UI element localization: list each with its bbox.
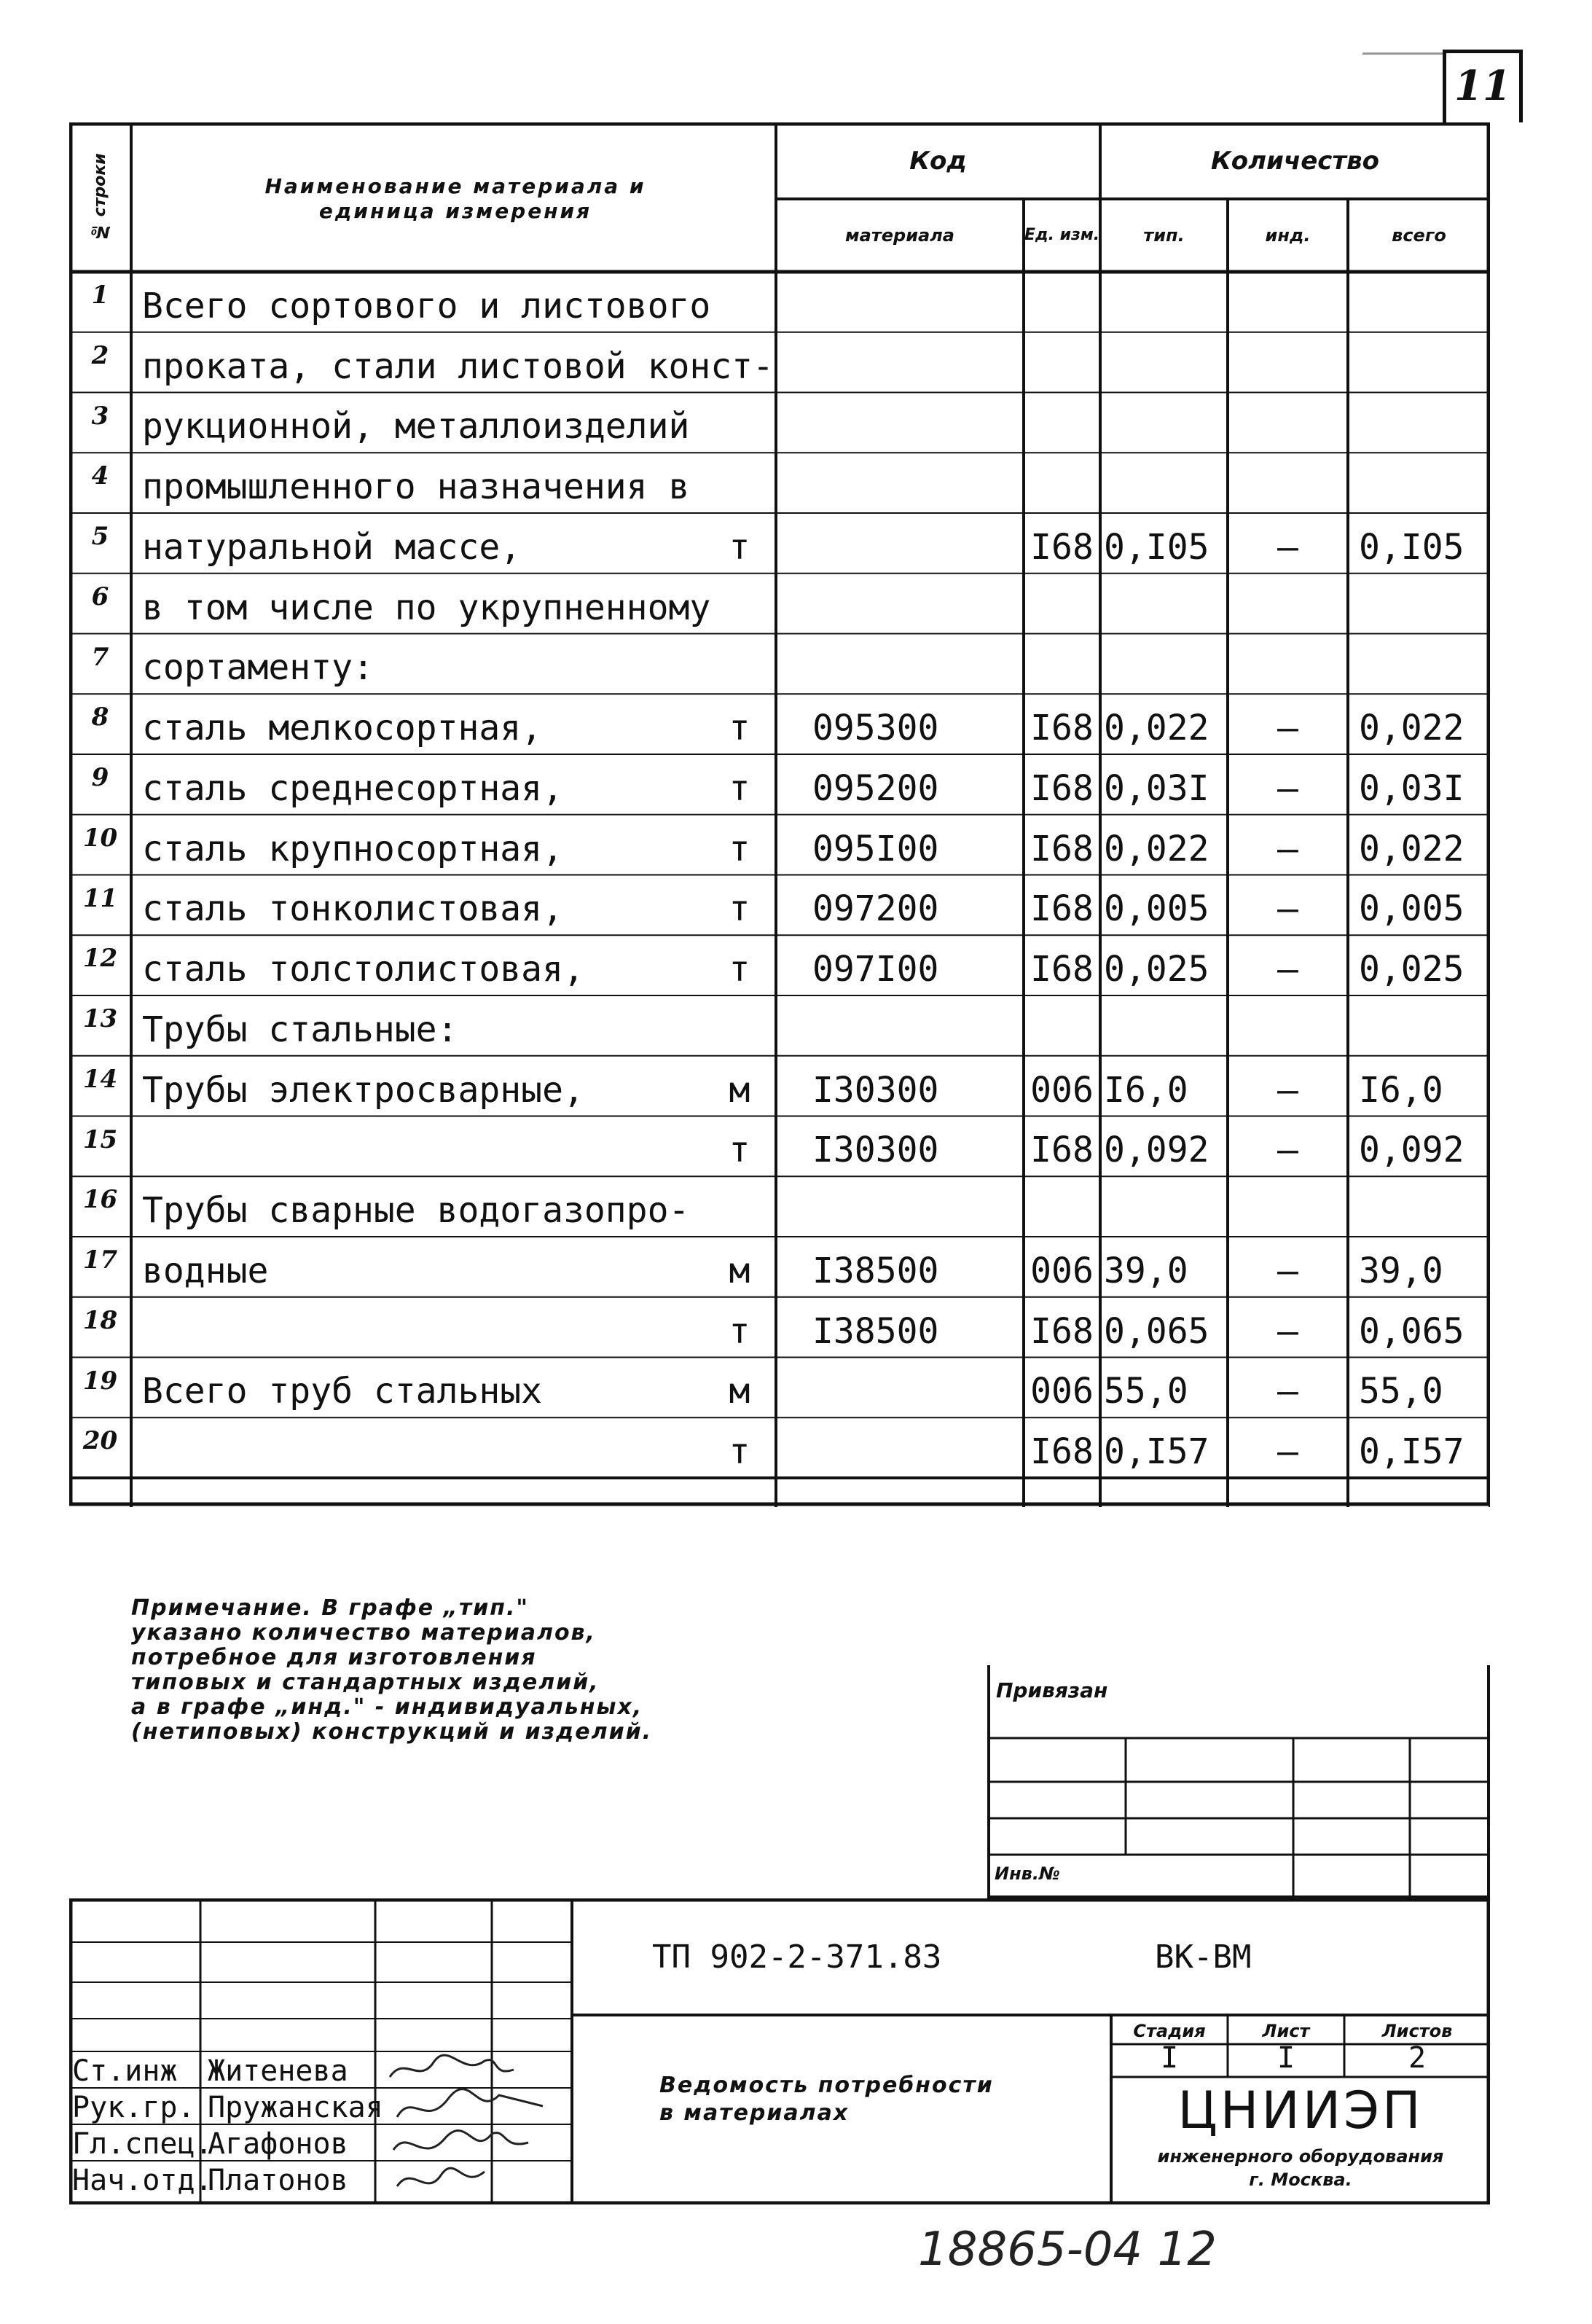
row-number: 17 xyxy=(82,1245,118,1275)
signer-name: Платонов xyxy=(208,2164,348,2197)
table-row xyxy=(69,272,1490,332)
qty-total xyxy=(1359,272,1490,326)
table-row xyxy=(69,1116,1490,1177)
row-number: 7 xyxy=(91,642,109,672)
unit: т xyxy=(729,767,750,809)
qty-total: 55,0 xyxy=(1359,1371,1443,1412)
qty-total: 0,065 xyxy=(1359,1310,1464,1352)
header-name: Наименование материала и единица измерения xyxy=(264,174,646,223)
unit xyxy=(710,272,769,326)
material-name: сталь среднесортная, xyxy=(142,767,563,809)
qty-typical xyxy=(1104,332,1228,387)
material-name: натуральной массе, xyxy=(142,526,522,568)
header-qty-typ: тип. xyxy=(1143,225,1185,246)
document-title-line2: в материалах xyxy=(659,2100,850,2126)
unit-code xyxy=(1024,634,1100,689)
material-code xyxy=(812,1358,1016,1412)
unit: т xyxy=(729,708,750,748)
table-row xyxy=(69,332,1490,393)
qty-individual xyxy=(1228,393,1348,447)
table-row xyxy=(69,574,1490,634)
qty-individual: – xyxy=(1277,828,1298,869)
qty-individual xyxy=(1228,332,1348,387)
note-line: типовых и стандартных изделий, xyxy=(131,1670,600,1695)
sheets-label: Листов xyxy=(1381,2021,1453,2041)
unit: т xyxy=(729,1130,750,1171)
qty-total: 0,005 xyxy=(1359,888,1464,930)
row-number: 3 xyxy=(91,401,109,431)
table-row xyxy=(69,935,1490,995)
unit xyxy=(710,1176,769,1231)
signatures xyxy=(383,2048,616,2201)
material-name: сталь мелкосортная, xyxy=(142,708,543,748)
qty-individual xyxy=(1228,634,1348,689)
qty-total xyxy=(1359,634,1490,689)
header-row-no: № строки xyxy=(91,153,109,241)
header-code: Код xyxy=(909,146,967,176)
material-name xyxy=(142,1116,710,1171)
qty-individual xyxy=(1228,453,1348,507)
materials-table xyxy=(69,122,1490,1507)
sheet-label: Лист xyxy=(1262,2021,1310,2041)
material-code: I30300 xyxy=(812,1130,939,1171)
qty-individual: – xyxy=(1277,1310,1298,1352)
unit-code: I68 xyxy=(1030,708,1094,748)
material-code xyxy=(812,453,1016,507)
signer-role: Ст.инж xyxy=(72,2054,178,2088)
row-number: 11 xyxy=(82,883,118,913)
signer-name: Житенева xyxy=(208,2054,348,2088)
row-number: 16 xyxy=(82,1185,118,1215)
row-number: 10 xyxy=(82,823,118,853)
note-line: а в графе „инд." - индивидуальных, xyxy=(131,1694,643,1720)
unit xyxy=(710,995,769,1050)
qty-individual: – xyxy=(1277,1371,1298,1412)
unit-code xyxy=(1024,1176,1100,1231)
qty-typical: I6,0 xyxy=(1104,1069,1188,1111)
qty-typical xyxy=(1104,393,1228,447)
table-row xyxy=(69,815,1490,875)
table-row xyxy=(69,453,1490,513)
sheet-value: I xyxy=(1277,2041,1295,2075)
signer-role: Рук.гр. xyxy=(72,2091,195,2124)
organization-subtitle: инженерного оборудования xyxy=(1157,2146,1444,2167)
material-name: сталь тонколистовая, xyxy=(142,888,563,930)
qty-total: 0,025 xyxy=(1359,949,1464,990)
row-number: 4 xyxy=(91,461,109,491)
table-row xyxy=(69,1358,1490,1418)
document-code: ТП 902-2-371.83 xyxy=(652,1938,942,1976)
header-qty-total: всего xyxy=(1392,225,1446,246)
row-number: 15 xyxy=(82,1124,118,1154)
material-code: I38500 xyxy=(812,1310,939,1352)
table-row xyxy=(69,634,1490,695)
unit-code xyxy=(1024,453,1100,507)
unit-code: I68 xyxy=(1030,526,1094,568)
unit-code xyxy=(1024,332,1100,387)
unit: т xyxy=(729,1431,750,1472)
header-quantity: Количество xyxy=(1210,146,1379,176)
material-code xyxy=(812,513,1016,568)
unit-code: I68 xyxy=(1030,888,1094,930)
table-row xyxy=(69,694,1490,754)
material-name xyxy=(142,1297,710,1352)
table-row xyxy=(69,754,1490,815)
qty-individual: – xyxy=(1277,526,1298,568)
unit-code: I68 xyxy=(1030,1431,1094,1472)
unit xyxy=(710,574,769,628)
material-code xyxy=(812,393,1016,447)
row-number: 20 xyxy=(82,1426,118,1456)
qty-typical: 0,I05 xyxy=(1104,526,1209,568)
table-row xyxy=(69,1417,1490,1478)
sheet-number: 11 xyxy=(1454,62,1511,110)
material-name: Трубы сварные водогазопро- xyxy=(142,1190,690,1231)
qty-typical: 0,I57 xyxy=(1104,1431,1209,1472)
inventory-number-label: Инв.№ xyxy=(995,1863,1060,1884)
material-name: Всего сортового и листового xyxy=(142,285,711,326)
row-number: 2 xyxy=(91,340,109,370)
unit-code: 006 xyxy=(1030,1250,1094,1291)
note-line: Примечание. В графе „тип." xyxy=(131,1595,529,1621)
qty-typical: 39,0 xyxy=(1104,1250,1188,1291)
archive-number: 18865-04 12 xyxy=(918,2223,1217,2277)
material-name: Трубы стальные: xyxy=(142,1009,458,1050)
signer-role: Нач.отд. xyxy=(72,2164,213,2197)
material-name: сталь толстолистовая, xyxy=(142,949,584,990)
qty-individual: – xyxy=(1277,708,1298,748)
header-code-unit: Ед. изм. xyxy=(1024,226,1100,244)
qty-total xyxy=(1359,574,1490,628)
qty-typical: 0,092 xyxy=(1104,1130,1209,1171)
table-row xyxy=(69,1297,1490,1358)
unit: т xyxy=(729,1310,750,1352)
qty-individual xyxy=(1228,995,1348,1050)
row-number: 8 xyxy=(91,703,109,732)
table-row xyxy=(69,1056,1490,1116)
material-code xyxy=(812,634,1016,689)
row-number: 9 xyxy=(91,763,109,792)
signer-name: Пружанская xyxy=(208,2091,383,2124)
qty-individual xyxy=(1228,1176,1348,1231)
material-code: 095300 xyxy=(812,708,939,748)
table-row xyxy=(69,1237,1490,1297)
qty-total: 0,022 xyxy=(1359,708,1464,748)
unit-code: I68 xyxy=(1030,1130,1094,1171)
stage-value: I xyxy=(1160,2041,1179,2075)
note-block xyxy=(131,1596,787,1745)
material-name: сталь крупносортная, xyxy=(142,828,563,869)
signer-role: Гл.спец. xyxy=(72,2127,213,2161)
qty-individual: – xyxy=(1277,1431,1298,1472)
row-number: 19 xyxy=(82,1366,118,1396)
material-name xyxy=(142,1417,710,1472)
row-number: 6 xyxy=(91,582,109,611)
document-title-line1: Ведомость потребности xyxy=(659,2073,994,2098)
qty-individual: – xyxy=(1277,1130,1298,1171)
unit-code xyxy=(1024,272,1100,326)
table-row xyxy=(69,875,1490,936)
qty-typical xyxy=(1104,995,1228,1050)
material-code xyxy=(812,1417,1016,1472)
organization-name: ЦНИИЭП xyxy=(1177,2081,1424,2140)
header-code-material: материала xyxy=(845,225,954,246)
material-code: 097I00 xyxy=(812,949,939,990)
row-number: 1 xyxy=(91,281,109,310)
qty-individual xyxy=(1228,574,1348,628)
title-block xyxy=(69,1898,1490,2204)
qty-total: I6,0 xyxy=(1359,1069,1443,1111)
qty-total: 39,0 xyxy=(1359,1250,1443,1291)
qty-total: 0,I57 xyxy=(1359,1431,1464,1472)
qty-total: 0,I05 xyxy=(1359,526,1464,568)
binding-title: Привязан xyxy=(996,1678,1108,1702)
material-name: Трубы электросварные, xyxy=(142,1069,584,1111)
unit: т xyxy=(729,828,750,869)
unit-code xyxy=(1024,574,1100,628)
table-row xyxy=(69,995,1490,1056)
material-code: I38500 xyxy=(812,1250,939,1291)
material-code xyxy=(812,1176,1016,1231)
material-name: в том числе по укрупненному xyxy=(142,587,711,628)
material-name: Всего труб стальных xyxy=(142,1371,543,1412)
row-number: 5 xyxy=(91,522,109,551)
note-line: (нетиповых) конструкций и изделий. xyxy=(131,1719,653,1745)
qty-total xyxy=(1359,332,1490,387)
unit-code: I68 xyxy=(1030,1310,1094,1352)
unit xyxy=(710,393,769,447)
row-number: 13 xyxy=(82,1004,118,1033)
material-code: 097200 xyxy=(812,888,939,930)
qty-typical xyxy=(1104,634,1228,689)
qty-typical xyxy=(1104,574,1228,628)
unit: м xyxy=(729,1069,750,1111)
qty-total: 0,092 xyxy=(1359,1130,1464,1171)
table-row xyxy=(69,393,1490,453)
row-number: 12 xyxy=(82,944,118,974)
material-name: рукционной, металлоизделий xyxy=(142,406,690,447)
material-code xyxy=(812,332,1016,387)
material-code xyxy=(812,574,1016,628)
sheets-value: 2 xyxy=(1408,2041,1427,2075)
unit-code: I68 xyxy=(1030,949,1094,990)
unit-code xyxy=(1024,995,1100,1050)
note-line: указано количество материалов, xyxy=(131,1620,596,1646)
unit xyxy=(710,332,769,387)
unit-code: 006 xyxy=(1030,1371,1094,1412)
unit-code: 006 xyxy=(1030,1069,1094,1111)
material-code xyxy=(812,272,1016,326)
material-name: промышленного назначения в xyxy=(142,466,690,507)
stage-label: Стадия xyxy=(1133,2021,1206,2041)
table-row xyxy=(69,513,1490,574)
qty-individual: – xyxy=(1277,1069,1298,1111)
qty-individual: – xyxy=(1277,767,1298,809)
material-name: водные xyxy=(142,1250,269,1291)
unit-code xyxy=(1024,393,1100,447)
unit: т xyxy=(729,526,750,568)
qty-total xyxy=(1359,995,1490,1050)
qty-typical xyxy=(1104,453,1228,507)
qty-typical xyxy=(1104,272,1228,326)
qty-typical: 0,03I xyxy=(1104,767,1209,809)
qty-typical: 0,025 xyxy=(1104,949,1209,990)
qty-typical: 0,022 xyxy=(1104,828,1209,869)
header-qty-ind: инд. xyxy=(1265,225,1311,246)
unit: м xyxy=(729,1371,750,1412)
note-line: потребное для изготовления xyxy=(131,1645,537,1670)
qty-individual xyxy=(1228,272,1348,326)
qty-total: 0,03I xyxy=(1359,767,1464,809)
table-body xyxy=(69,272,1490,1478)
signer-name: Агафонов xyxy=(208,2127,348,2161)
unit xyxy=(710,453,769,507)
material-name: сортаменту: xyxy=(142,647,374,689)
qty-total xyxy=(1359,393,1490,447)
qty-individual: – xyxy=(1277,888,1298,930)
unit xyxy=(710,634,769,689)
unit-code: I68 xyxy=(1030,828,1094,869)
material-code xyxy=(812,995,1016,1050)
material-code: 095200 xyxy=(812,767,939,809)
document-mark: ВК-ВМ xyxy=(1155,1938,1252,1976)
qty-total xyxy=(1359,1176,1490,1231)
material-name: проката, стали листовой конст- xyxy=(142,345,774,387)
qty-individual: – xyxy=(1277,949,1298,990)
top-corner-line xyxy=(1362,52,1443,55)
qty-total xyxy=(1359,453,1490,507)
organization-city: г. Москва. xyxy=(1249,2170,1352,2190)
qty-typical: 55,0 xyxy=(1104,1371,1188,1412)
binding-block xyxy=(987,1665,1490,1898)
unit: м xyxy=(729,1250,750,1291)
material-code: I30300 xyxy=(812,1069,939,1111)
table-row xyxy=(69,1176,1490,1237)
qty-total: 0,022 xyxy=(1359,828,1464,869)
material-code: 095I00 xyxy=(812,828,939,869)
row-number: 14 xyxy=(82,1064,118,1094)
qty-individual: – xyxy=(1277,1250,1298,1291)
row-number: 18 xyxy=(82,1305,118,1335)
qty-typical: 0,065 xyxy=(1104,1310,1209,1352)
unit: т xyxy=(729,949,750,990)
qty-typical xyxy=(1104,1176,1228,1231)
qty-typical: 0,022 xyxy=(1104,708,1209,748)
unit-code: I68 xyxy=(1030,767,1094,809)
qty-typical: 0,005 xyxy=(1104,888,1209,930)
unit: т xyxy=(729,888,750,930)
